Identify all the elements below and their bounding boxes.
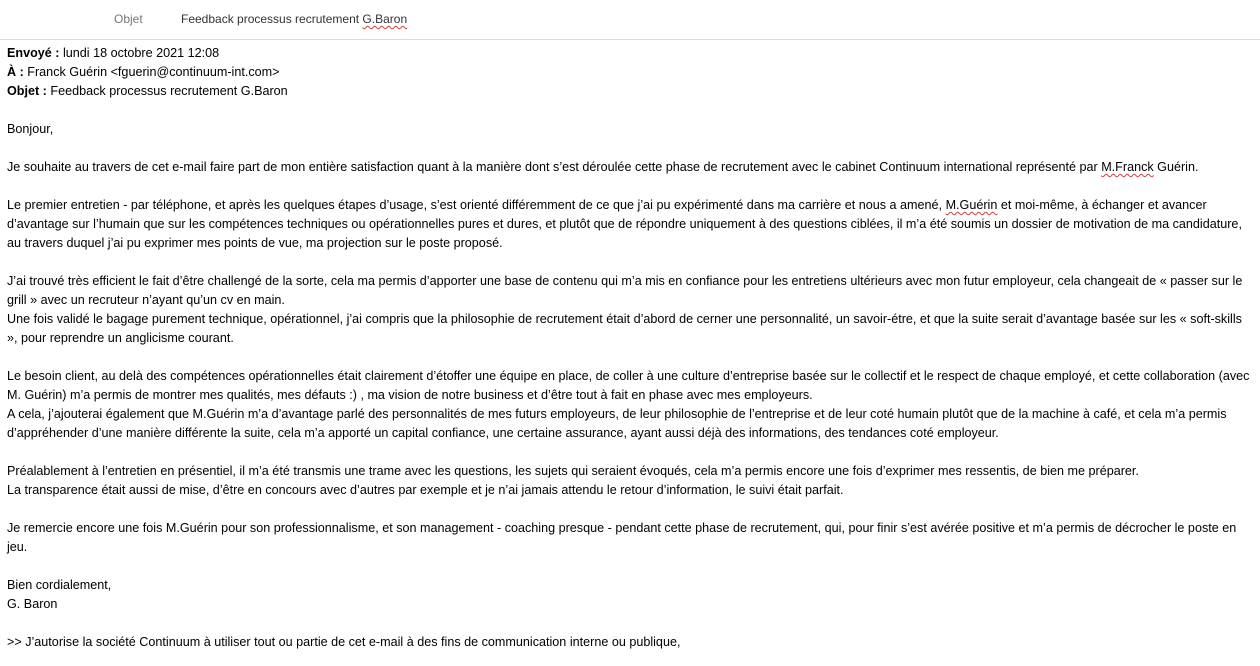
subject-field-text: Feedback processus recrutement	[181, 12, 363, 26]
subject-header-line	[7, 82, 1255, 101]
paragraph-1-text-b: Guérin.	[1153, 160, 1199, 174]
spacer	[7, 253, 1255, 272]
to-value: Franck Guérin <fguerin@continuum-int.com>	[23, 65, 280, 79]
paragraph-2-text-b: et moi-même, à échanger et avancer d’avantage sur l’humain que sur les compétences techniques ou opérationnelles pures et dures, et plutôt que de répondre uniquement à des questions ciblées, il m’a été soumis un dossier de motivation de ma candidature, au travers duquel j’ai pu exprimer mes points de vue, ma projection sur le poste proposé.	[7, 198, 1242, 250]
sent-label: Envoyé :	[7, 46, 60, 60]
subject-label: Objet :	[7, 84, 47, 98]
paragraph-1	[7, 158, 1255, 177]
subject-bar	[0, 0, 1260, 40]
subject-field-label: Objet	[114, 12, 143, 26]
paragraph-2-text-a: Le premier entretien - par téléphone, et après les quelques étapes d’usage, s’est orienté différemment de ce que j’ai pu expérimenté dans ma carrière et nous a amené,	[7, 198, 946, 212]
signature: G. Baron	[7, 597, 58, 611]
to-header-line	[7, 63, 1255, 82]
paragraph-7: Préalablement à l’entretien en présentiel, il m’a été transmis une trame avec les questions, les sujets qui seraient évoqués, cela m’a permis encore une fois d’exprimer mes ressentis, de bien me préparer.	[7, 464, 1139, 478]
footer-consent: >> J’autorise la société Continuum à utiliser tout ou partie de cet e-mail à des fins de communication interne ou publique,	[7, 635, 681, 649]
spellcheck-marked-word: G.Baron	[362, 12, 408, 26]
paragraph-2	[7, 196, 1255, 253]
paragraph-4: Une fois validé le bagage purement technique, opérationnel, j’ai compris que la philosophie de recrutement était d’abord de cerner une personnalité, un savoir-étre, et que la suite serait d’avantage basée sur les « soft-skills », pour reprendre un anglicisme courant.	[7, 312, 1242, 345]
to-label: À :	[7, 65, 24, 79]
spellcheck-marked-word: M.Franck	[1101, 160, 1154, 174]
paragraph-1-text-a: Je souhaite au travers de cet e-mail faire part de mon entière satisfaction quant à la manière dont s’est déroulée cette phase de recrutement avec le cabinet Continuum international représenté par	[7, 160, 1102, 174]
message-body[interactable]	[7, 44, 1255, 652]
paragraph-5: Le besoin client, au delà des compétences opérationnelles était clairement d’étoffer une équipe en place, de coller à une culture d’entreprise basée sur le collectif et le respect de chaque employé, et cette collaboration (avec M. Guérin) m’a permis de montrer mes qualités, mes défauts :) , ma vision de notre business et d’être tout à fait en phase avec mes employeurs.	[7, 369, 1250, 402]
paragraph-9: Je remercie encore une fois M.Guérin pour son professionnalisme, et son management - coaching presque - pendant cette phase de recrutement, qui, pour finir s’est avérée positive et m’a permis de décrocher le poste en jeu.	[7, 521, 1237, 554]
spacer	[7, 101, 1255, 120]
spacer	[7, 614, 1255, 633]
closing: Bien cordialement,	[7, 578, 112, 592]
spacer	[7, 177, 1255, 196]
greeting: Bonjour,	[7, 122, 54, 136]
spacer	[7, 443, 1255, 462]
subject-value: Feedback processus recrutement G.Baron	[46, 84, 288, 98]
spacer	[7, 348, 1255, 367]
spellcheck-marked-word: M.Guérin	[945, 198, 998, 212]
paragraph-3: J’ai trouvé très efficient le fait d’être challengé de la sorte, cela ma permis d’apporter une base de contenu qui m’a mis en confiance pour les entretiens ultérieurs avec mon futur employeur, cela changeait de « passer sur le grill » avec un recruteur n’ayant qu’un cv en main.	[7, 274, 1243, 307]
subject-field-value[interactable]	[181, 12, 407, 26]
paragraph-8: La transparence était aussi de mise, d’être en concours avec d’autres par exemple et je n’ai jamais attendu le retour d’information, le suivi était parfait.	[7, 483, 844, 497]
sent-value: lundi 18 octobre 2021 12:08	[59, 46, 220, 60]
spacer	[7, 139, 1255, 158]
sent-header-line	[7, 44, 1255, 63]
spacer	[7, 557, 1255, 576]
spacer	[7, 500, 1255, 519]
paragraph-6: A cela, j’ajouterai également que M.Guérin m’a d’avantage parlé des personnalités de mes futurs employeurs, de leur philosophie de l’entreprise et de leur coté humain plutôt que de la machine à café, et cela m’a permis d’appréhender d’une manière différente la suite, cela m’a apporté un capital confiance, une certaine assurance, ayant aussi déjà des informations, des tendances coté employeur.	[7, 407, 1227, 440]
